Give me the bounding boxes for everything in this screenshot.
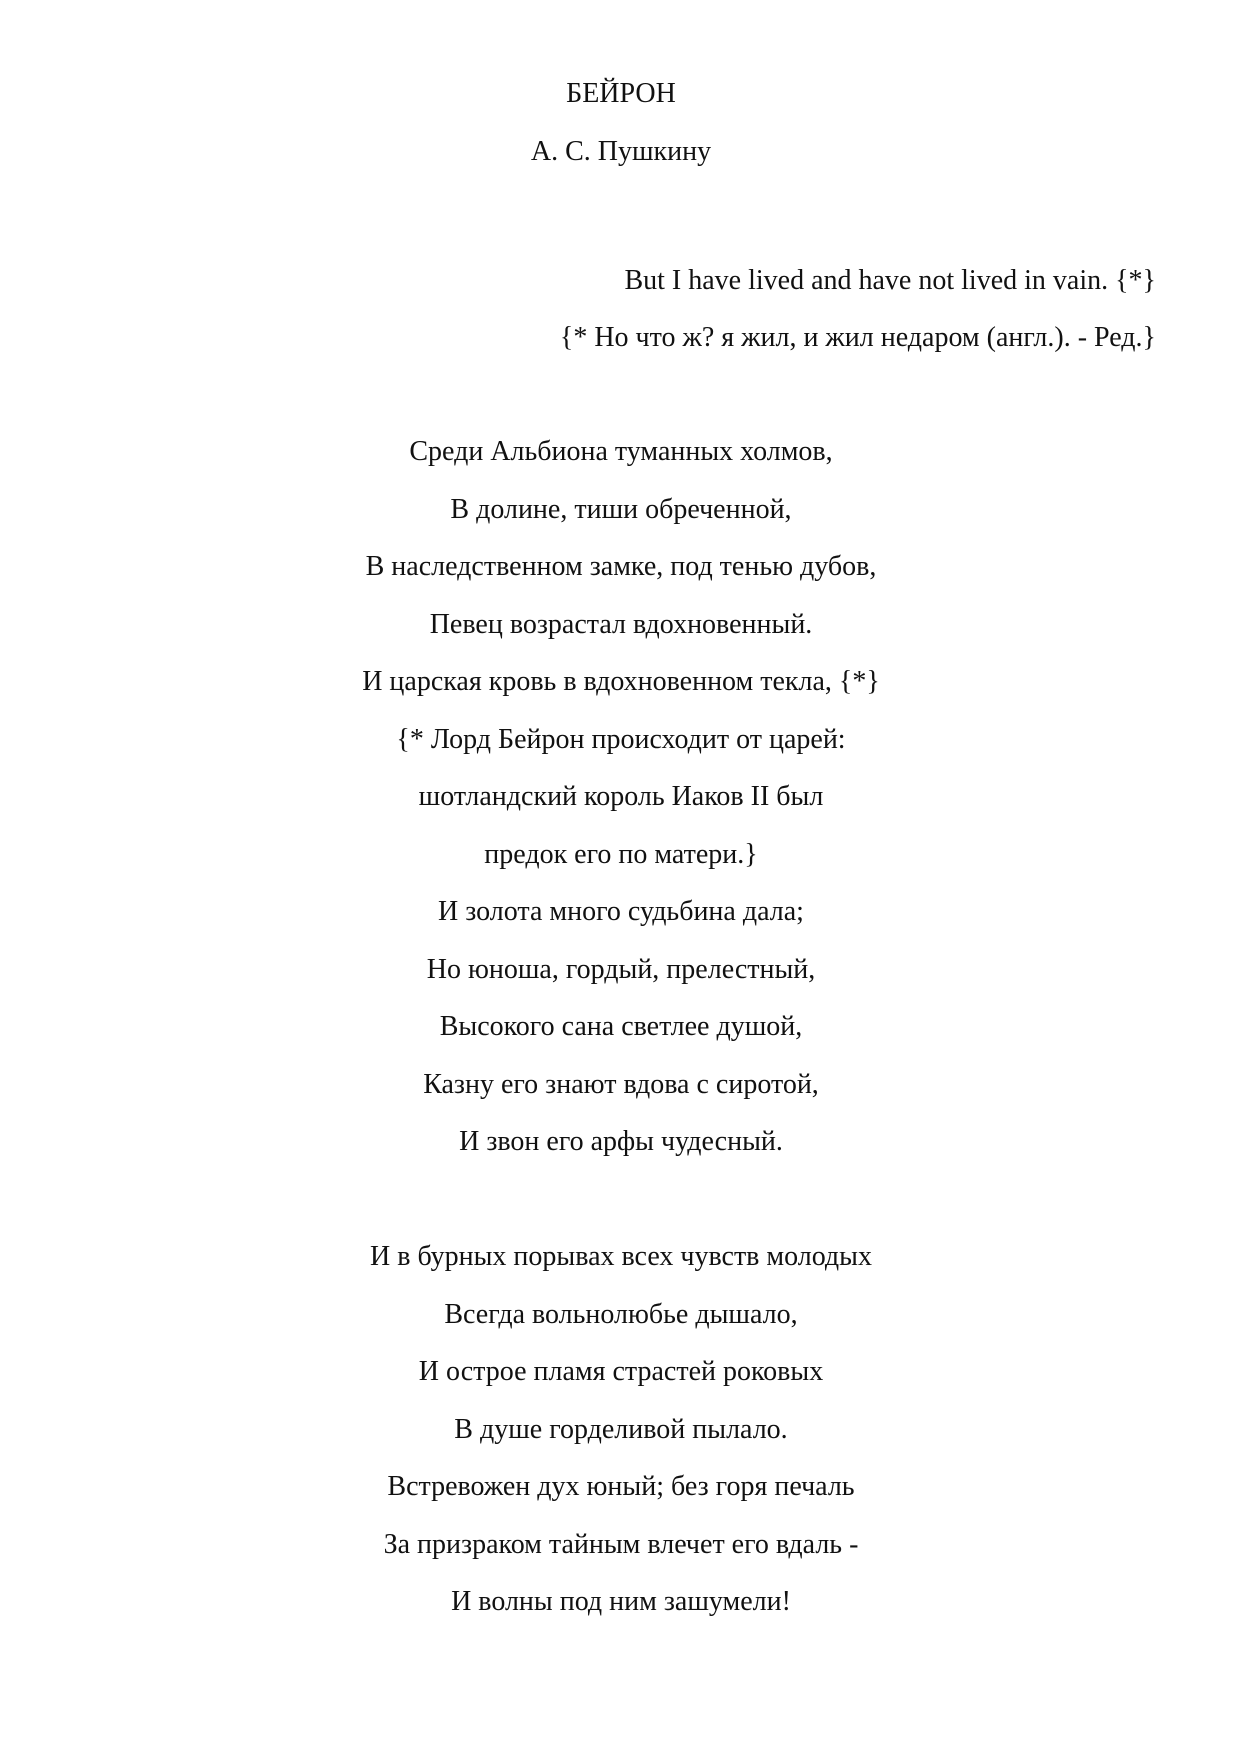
stanza-2 bbox=[0, 1228, 1242, 1631]
header bbox=[0, 78, 1242, 168]
footnote-line: шотландский король Иаков II был bbox=[418, 781, 824, 812]
poem-title: БЕЙРОН bbox=[566, 78, 676, 109]
poem-line: И звон его арфы чудесный. bbox=[459, 1126, 783, 1157]
footnote-line: предок его по матери.} bbox=[484, 838, 758, 870]
epigraph-original: But I have lived and have not lived in vain. {*} bbox=[624, 265, 1156, 296]
poem-line: В долине, тиши обреченной, bbox=[450, 493, 792, 525]
poem-line: В душе горделивой пылало. bbox=[454, 1413, 788, 1445]
epigraph bbox=[256, 252, 1156, 366]
epigraph-translation: {* Но что ж? я жил, и жил недаром (англ.). - Ред.} bbox=[559, 322, 1156, 353]
poem-line: И золота много судьбина дала; bbox=[438, 896, 804, 927]
poem-line: Встревожен дух юный; без горя печаль bbox=[387, 1471, 855, 1502]
poem-line: За призраком тайным влечет его вдаль - bbox=[383, 1528, 859, 1560]
poem-line: Казну его знают вдова с сиротой, bbox=[423, 1068, 819, 1100]
poem-body bbox=[0, 423, 1242, 1631]
poem-line: Певец возрастал вдохновенный. bbox=[429, 608, 813, 640]
poem-line: В наследственном замке, под тенью дубов, bbox=[365, 551, 877, 582]
poem-line: И острое пламя страстей роковых bbox=[418, 1356, 824, 1387]
poem-line: И царская кровь в вдохновенном текла, {*} bbox=[362, 666, 880, 697]
poem-line: Среди Альбиона туманных холмов, bbox=[409, 436, 833, 467]
poem-line: Но юноша, гордый, прелестный, bbox=[426, 953, 816, 985]
poem-line: И в бурных порывах всех чувств молодых bbox=[370, 1241, 872, 1272]
dedication: А. С. Пушкину bbox=[530, 136, 712, 167]
poem-line: Высокого сана светлее душой, bbox=[439, 1011, 803, 1042]
poem-line: И волны под ним зашумели! bbox=[451, 1586, 791, 1617]
stanza-divider bbox=[0, 1171, 1242, 1229]
footnote-line: {* Лорд Бейрон происходит от царей: bbox=[396, 723, 846, 755]
poem-line: Всегда вольнолюбье дышало, bbox=[444, 1298, 798, 1330]
stanza-1 bbox=[0, 423, 1242, 1171]
